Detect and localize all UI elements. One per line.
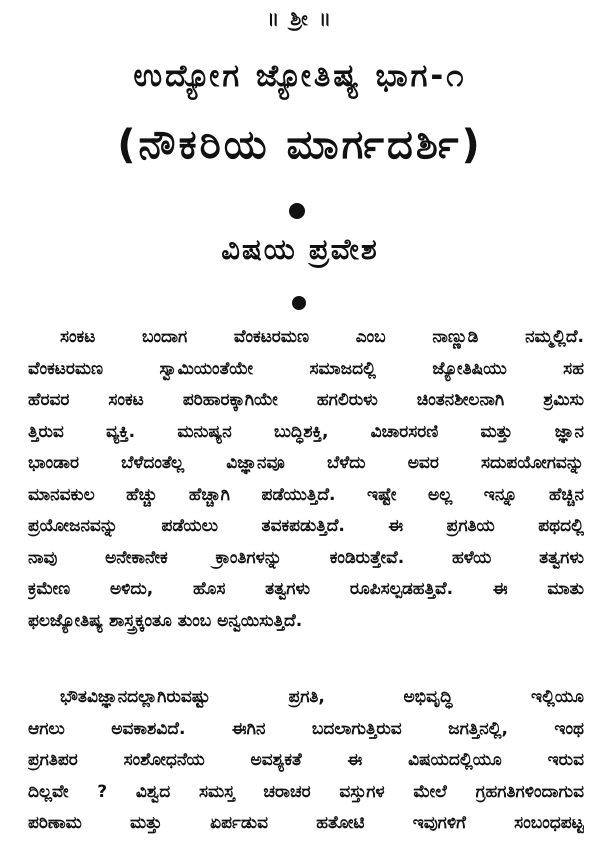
text-line: ಕ್ರಮೇಣ ಅಳಿದು, ಹೊಸ ತತ್ವಗಳು ರೂಪಿಸಲ್ಪಡಹತ್ತಿವೆ. ಈ ಮಾತು — [28, 579, 584, 599]
text-line: ಭೌತವಿಜ್ಞಾನದಲ್ಲಾಗಿರುವಷ್ಟು ಪ್ರಗತಿ, ಅಭಿವೃದ್ಧಿ ಇಲ್ಲಿಯೂ — [60, 687, 584, 707]
ornament-dot-icon — [292, 296, 306, 310]
book-title: ಉದ್ಯೋಗ ಜ್ಯೋತಿಷ್ಯ ಭಾಗ-೧ — [133, 58, 467, 94]
section-heading: ವಿಷಯ ಪ್ರವೇಶ — [221, 232, 379, 266]
text-line: ನಾವು ಅನೇಕಾನೇಕ ಕ್ರಾಂತಿಗಳನ್ನು ಕಂಡಿರುತ್ತೇವೆ. ಹಳೆಯ ತತ್ವಗಳು — [28, 547, 584, 568]
paragraph-2 — [28, 682, 584, 840]
ornament-dot-icon — [289, 203, 305, 219]
text-line: ದಿಲ್ಲವೇ ? ವಿಶ್ವದ ಸಮಸ್ತ ಚರಾಚರ ವಸ್ತುಗಳ ಮೇಲೆ ಗ್ರಹಗತಿಗಳಿಂದಾಗುವ — [28, 781, 584, 802]
book-subtitle: (ನೌಕರಿಯ ಮಾರ್ಗದರ್ಶಿ) — [117, 122, 483, 168]
text-line: ವೆಂಕಟರಮಣ ಸ್ವಾಮಿಯಂತೆಯೇ ಸಮಾಜದಲ್ಲಿ ಜ್ಯೋತಿಷಿಯು ಸಹ — [28, 358, 584, 379]
text-line: ತ್ತಿರುವ ವ್ಯಕ್ತಿ. ಮನುಷ್ಯನ ಬುದ್ಧಿಶಕ್ತಿ, ವಿಚಾರಸರಣಿ ಮತ್ತು ಜ್ಞಾನ — [28, 421, 584, 442]
text-line: ಪರಿಣಾಮ ಮತ್ತು ಏರ್ಪಡುವ ಹತೋಟಿ ಇವುಗಳಿಗೆ ಸಂಬಂಧಪಟ್ಟ — [28, 813, 584, 833]
text-line: ಪ್ರಯೋಜನವನ್ನು ಪಡೆಯಲು ತವಕಪಡುತ್ತಿದೆ. ಈ ಪ್ರಗತಿಯ ಪಥದಲ್ಲಿ — [28, 516, 584, 536]
paragraph-1 — [28, 322, 584, 637]
text-line: ಸಂಕಟ ಬಂದಾಗ ವೆಂಕಟರಮಣ ಎಂಬ ನಾಣ್ಣುಡಿ ನಮ್ಮಲ್ಲಿದೆ. — [60, 327, 584, 347]
text-line: ಫಲಜ್ಯೋತಿಷ್ಯ ಶಾಸ್ತ್ರಕ್ಕಂತೂ ತುಂಬ ಅನ್ವಯಿಸುತ್ತಿದೆ. — [28, 610, 303, 631]
text-line: ಹೆರವರ ಸಂಕಟ ಪರಿಹಾರಕ್ಕಾಗಿಯೇ ಹಗಲಿರುಳು ಚಿಂತನಶೀಲನಾಗಿ ಶ್ರಮಿಸು — [28, 390, 584, 410]
invocation-line: ॥ ಶ್ರೀ ॥ — [267, 6, 333, 30]
text-line: ಆಗಲು ಅವಕಾಶವಿದೆ. ಈಗಿನ ಬದಲಾಗುತ್ತಿರುವ ಜಗತ್ತಿನಲ್ಲಿ, ಇಂಥ — [28, 718, 584, 739]
text-line: ಮಾನವಕುಲ ಹೆಚ್ಚು ಹೆಚ್ಚಾಗಿ ಪಡೆಯುತ್ತಿದೆ. ಇಷ್ಟೇ ಅಲ್ಲ ಇನ್ನೂ ಹೆಚ್ಚಿನ — [28, 484, 584, 505]
text-line: ಪ್ರಗತಿಪರ ಸಂಶೋಧನೆಯ ಅವಶ್ಯಕತೆ ಈ ವಿಷಯದಲ್ಲಿಯೂ ಇರುವ — [28, 750, 584, 770]
text-line: ಭಾಂಡಾರ ಬೆಳೆದಂತೆಲ್ಲ ವಿಜ್ಞಾನವೂ ಬೆಳೆದು ಅವರ ಸದುಪಯೋಗವನ್ನು — [28, 453, 584, 473]
